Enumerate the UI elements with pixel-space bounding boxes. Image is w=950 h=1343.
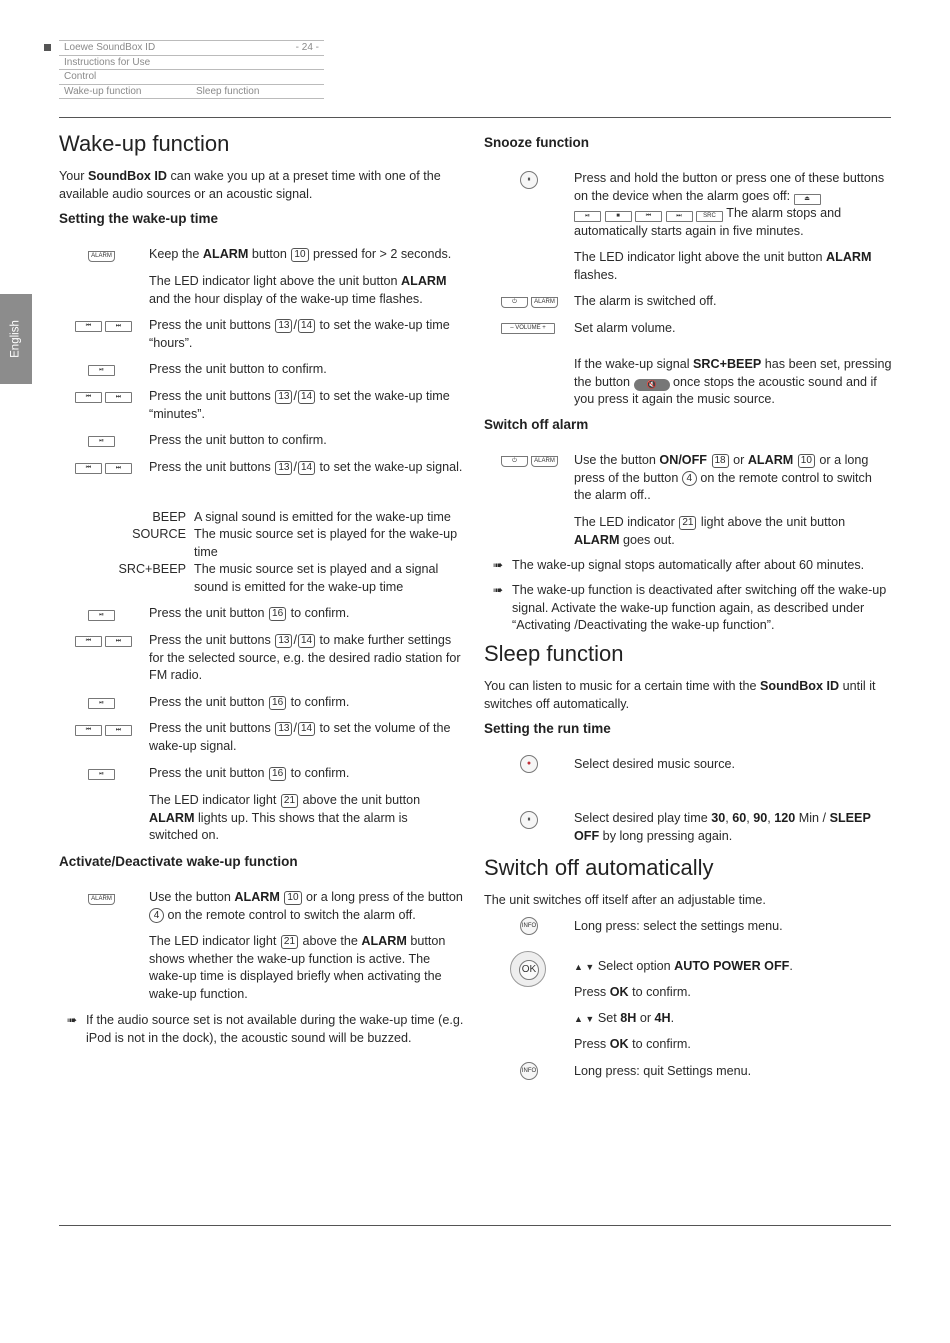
step-11: Press the unit button 16 to confirm. [149, 766, 350, 780]
header-marker [44, 44, 51, 51]
snooze-text-1: Press and hold the button or press one of these buttons on the device when the alarm goes off: ⏏ ⏯ ■ ⏮ ⏭ SRC The alarm stops and automatically starts again in five minutes. [574, 171, 885, 238]
step-8: Press the unit buttons 13 / 14 to make further settings for the selected source, e.g. the desired radio station for FM radio. [149, 633, 461, 682]
play-pause-button-icon: ⏯ [88, 365, 115, 376]
switchoff-text-1: Use the button ON/OFF 18 or ALARM 10 or a long press of the button 4 on the remote control to switch the alarm off.. [574, 453, 872, 502]
ok-navigation-pad-icon [510, 951, 546, 987]
header-subtitle: Instructions for Use [64, 57, 151, 68]
alarm-button-icon: ALARM [531, 297, 558, 308]
play-pause-button-icon: ⏯ [88, 769, 115, 780]
snooze-text-5: If the wake-up signal SRC+BEEP has been set, pressing the button 🔇 once stops the acoustic sound and if you press it again the music source. [574, 357, 892, 406]
signal-source-text: The music source set is played for the wake-up time [194, 527, 458, 559]
play-pause-button-icon: ⏯ [88, 436, 115, 447]
next-button-icon: ⏭ [666, 211, 693, 222]
signal-beep-label: BEEP [152, 510, 186, 524]
top-rule [59, 117, 891, 118]
play-pause-button-icon: ⏯ [88, 698, 115, 709]
sleep-title: Sleep function [484, 641, 624, 666]
wakeup-intro: Your SoundBox ID can wake you up at a preset time with one of the available audio sources or an acoustic signal. [59, 169, 441, 201]
prev-button-icon: ⏮ [75, 392, 102, 403]
eject-button-icon: ⏏ [794, 194, 821, 205]
step-12: The LED indicator light 21 above the unit button ALARM lights up. This shows that the alarm is switched on. [149, 793, 421, 842]
prev-button-icon: ⏮ [75, 725, 102, 736]
prev-button-icon: ⏮ [75, 463, 102, 474]
snooze-text-4: Set alarm volume. [574, 321, 676, 335]
runtime-text-1: Select desired music source. [574, 757, 735, 771]
mute-button-icon: 🔇 [634, 379, 670, 391]
next-button-icon: ⏭ [105, 463, 132, 474]
next-button-icon: ⏭ [105, 392, 132, 403]
step-10: Press the unit buttons 13 / 14 to set the volume of the wake-up signal. [149, 721, 451, 753]
snooze-title: Snooze function [484, 135, 589, 150]
alarm-button-icon: ALARM [88, 894, 115, 905]
power-button-icon: ⏻ [501, 456, 528, 467]
header-row-brand [59, 40, 324, 54]
note-arrow-icon: ➠ [493, 558, 504, 572]
header-section: Control [64, 71, 97, 82]
up-down-arrows-icon: ▲ ▼ [574, 962, 595, 972]
next-button-icon: ⏭ [105, 725, 132, 736]
header-rule [59, 98, 324, 99]
sleep-intro: You can listen to music for a certain time with the SoundBox ID until it switches off automatically. [484, 679, 876, 711]
wakeup-note: If the audio source set is not available during the wake-up time (e.g. iPod is not in the dock), the acoustic sound will be buzzed. [86, 1013, 464, 1045]
prev-button-icon: ⏮ [635, 211, 662, 222]
step-7: Press the unit button 16 to confirm. [149, 606, 350, 620]
step-4: Press the unit buttons 13 / 14 to set the wake-up time “minutes”. [149, 389, 450, 421]
header-row-section [59, 69, 324, 83]
page-number: - 24 - [295, 42, 319, 53]
info-button-icon: INFO [520, 917, 538, 935]
volume-button-icon: – VOLUME + [501, 323, 555, 334]
up-down-arrows-icon: ▲ ▼ [574, 1014, 595, 1024]
setting-title: Setting the wake-up time [59, 211, 219, 226]
header-row-crumbs [59, 84, 324, 98]
alarm-button-icon: ALARM [88, 251, 115, 262]
stop-button-icon: ■ [605, 211, 632, 222]
language-tab[interactable] [0, 294, 32, 384]
step-6: Press the unit buttons 13 / 14 to set the wake-up signal. [149, 460, 463, 474]
info-button-icon: INFO [520, 1062, 538, 1080]
ok-button-icon: OK [519, 960, 539, 980]
activate-title: Activate/Deactivate wake-up function [59, 854, 298, 869]
activate-step-1: Use the button ALARM 10 or a long press of the button 4 on the remote control to switch the alarm off. [149, 890, 463, 922]
step-1: Keep the ALARM button 10 pressed for > 2 seconds. [149, 247, 452, 261]
activate-step-2: The LED indicator light 21 above the ALARM button shows whether the wake-up function is active. The wake-up time is displayed briefly when activating the wake-up function. [149, 934, 446, 1001]
auto-text-3: Press OK to confirm. [574, 985, 691, 999]
auto-title: Switch off automatically [484, 855, 714, 880]
auto-text-1: Long press: select the settings menu. [574, 919, 783, 933]
breadcrumb-sleep[interactable]: Sleep function [196, 86, 260, 97]
note-arrow-icon: ➠ [493, 583, 504, 597]
switchoff-title: Switch off alarm [484, 417, 589, 432]
auto-text-6: Long press: quit Settings menu. [574, 1064, 752, 1078]
record-button-icon: ● [520, 755, 538, 773]
runtime-text-2: Select desired play time 30, 60, 90, 120 Min / SLEEP OFF by long pressing again. [574, 811, 871, 843]
header-row-subtitle [59, 55, 324, 69]
switchoff-note-1: The wake-up signal stops automatically after about 60 minutes. [512, 558, 865, 572]
breadcrumb-wakeup[interactable]: Wake-up function [64, 86, 142, 97]
pause-button-icon: ⏸ [520, 811, 538, 829]
prev-button-icon: ⏮ [75, 321, 102, 332]
snooze-text-3: The alarm is switched off. [574, 294, 717, 308]
auto-text-2: ▲ ▼ Select option AUTO POWER OFF. [574, 959, 793, 973]
snooze-text-2: The LED indicator light above the unit button ALARM flashes. [574, 250, 872, 282]
power-button-icon: ⏻ [501, 297, 528, 308]
signal-srcbeep-text: The music source set is played and a signal sound is emitted for the wake-up time [194, 562, 439, 594]
play-pause-button-icon: ⏯ [574, 211, 601, 222]
alarm-button-icon: ALARM [531, 456, 558, 467]
next-button-icon: ⏭ [105, 321, 132, 332]
wakeup-title: Wake-up function [59, 131, 230, 156]
bottom-rule [59, 1225, 891, 1226]
pause-button-icon: ⏸ [520, 171, 538, 189]
src-button-icon: SRC [696, 211, 723, 222]
note-arrow-icon: ➠ [67, 1013, 78, 1027]
runtime-title: Setting the run time [484, 721, 611, 736]
next-button-icon: ⏭ [105, 636, 132, 647]
signal-srcbeep-label: SRC+BEEP [118, 562, 186, 576]
switchoff-note-2: The wake-up function is deactivated after switching off the wake-up signal. Activate the wake-up function again, as described under “Activating /Deactivating the wake-up function”. [512, 583, 887, 632]
language-tab-label: English [9, 320, 22, 358]
step-3: Press the unit button to confirm. [149, 362, 327, 376]
step-9: Press the unit button 16 to confirm. [149, 695, 350, 709]
auto-intro: The unit switches off itself after an adjustable time. [484, 893, 766, 907]
auto-text-5: Press OK to confirm. [574, 1037, 691, 1051]
signal-beep-text: A signal sound is emitted for the wake-up time [194, 510, 451, 524]
header-brand: Loewe SoundBox ID [64, 42, 156, 53]
step-2: Press the unit buttons 13 / 14 to set the wake-up time “hours”. [149, 318, 450, 350]
signal-source-label: SOURCE [132, 527, 186, 541]
prev-button-icon: ⏮ [75, 636, 102, 647]
step-5: Press the unit button to confirm. [149, 433, 327, 447]
auto-text-4: ▲ ▼ Set 8H or 4H. [574, 1011, 675, 1025]
step-1b: The LED indicator light above the unit button ALARM and the hour display of the wake-up time flashes. [149, 274, 447, 306]
play-pause-button-icon: ⏯ [88, 610, 115, 621]
switchoff-text-2: The LED indicator 21 light above the unit button ALARM goes out. [574, 515, 846, 547]
